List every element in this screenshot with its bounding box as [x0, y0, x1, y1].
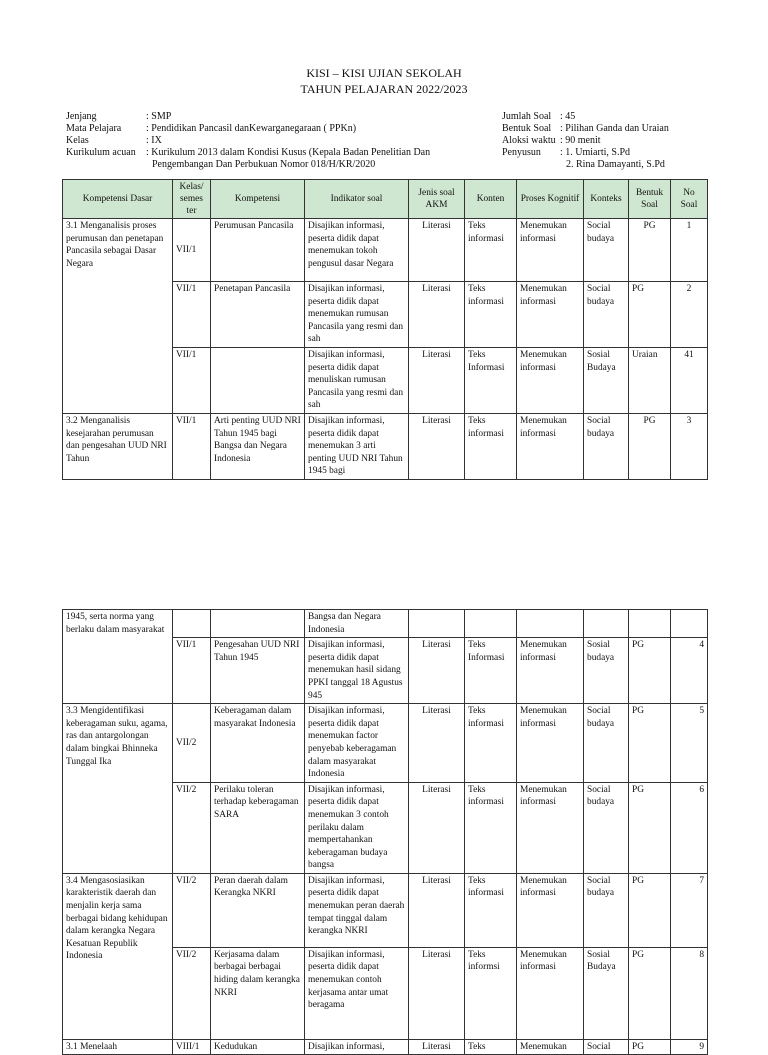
- cell-bentuk: PG: [629, 219, 671, 282]
- cell-kelas: [173, 610, 211, 638]
- cell-jenis-soal: [409, 610, 465, 638]
- cell-bentuk: PG: [629, 1039, 671, 1055]
- cell-indikator: Disajikan informasi, peserta didik dapat menemukan peran daerah tempat tinggal dalam kerangka NKRI: [305, 873, 409, 947]
- header-kompetensi: Kompetensi: [211, 180, 305, 219]
- cell-bentuk: Uraian: [629, 347, 671, 413]
- cell-bentuk: PG: [629, 947, 671, 1039]
- cell-kelas: VIII/1: [173, 1039, 211, 1055]
- meta-left: [66, 111, 430, 171]
- cell-kompetensi: Penetapan Pancasila: [211, 282, 305, 348]
- cell-konten: Teks informasi: [465, 413, 517, 479]
- cell-jenis-soal: Literasi: [409, 219, 465, 282]
- cell-jenis-soal: Literasi: [409, 947, 465, 1039]
- cell-konteks: Sosial budaya: [584, 638, 629, 704]
- cell-konteks: Social budaya: [584, 219, 629, 282]
- meta-mata-pelajaran: Mata Pelajara : Pendidikan Pancasil danKewarganegaraan ( PPKn): [66, 123, 357, 134]
- cell-no-soal: 8: [671, 947, 708, 1039]
- cell-konten: Teks informsi: [465, 947, 517, 1039]
- cell-no-soal: 6: [671, 782, 708, 873]
- cell-indikator: Disajikan informasi, peserta didik dapat menemukan hasil sidang PPKI tanggal 18 Agustus 945: [305, 638, 409, 704]
- cell-no-soal: 41: [671, 347, 708, 413]
- cell-konten: Teks informasi: [465, 782, 517, 873]
- cell-no-soal: [671, 610, 708, 638]
- cell-proses: Menemukan: [517, 1039, 584, 1055]
- cell-konten: [465, 610, 517, 638]
- meta-penyusun-2: 2. Rina Damayanti, S.Pd: [566, 159, 665, 170]
- meta-jenjang: Jenjang : SMP: [66, 111, 172, 122]
- cell-konteks: Social budaya: [584, 782, 629, 873]
- cell-no-soal: 7: [671, 873, 708, 947]
- cell-no-soal: 9: [671, 1039, 708, 1055]
- table-row: [63, 873, 708, 947]
- cell-kelas: VII/2: [173, 947, 211, 1039]
- cell-kompetensi: Perilaku toleran terhadap keberagaman SARA: [211, 782, 305, 873]
- table-row: [63, 610, 708, 638]
- cell-proses: Menemukan informasi: [517, 947, 584, 1039]
- cell-konteks: Sosial Budaya: [584, 347, 629, 413]
- cell-indikator: Disajikan informasi, peserta didik dapat menemukan 3 arti penting UUD NRI Tahun 1945 bagi: [305, 413, 409, 479]
- cell-proses: Menemukan informasi: [517, 704, 584, 783]
- cell-proses: [517, 610, 584, 638]
- cell-kompetensi: Kedudukan: [211, 1039, 305, 1055]
- meta-kurikulum-cont: Pengembangan Dan Perbukuan Nomor 018/H/KR/2020: [152, 159, 376, 170]
- document-subtitle: TAHUN PELAJARAN 2022/2023: [300, 82, 468, 96]
- cell-kelas: VII/2: [173, 704, 211, 783]
- cell-jenis-soal: Literasi: [409, 782, 465, 873]
- cell-kelas: VII/2: [173, 782, 211, 873]
- cell-konteks: Social budaya: [584, 873, 629, 947]
- kisi-table-page-2: [62, 609, 708, 1055]
- cell-bentuk: [629, 610, 671, 638]
- cell-indikator: Disajikan informasi, peserta didik dapat menemukan rumusan Pancasila yang resmi dan sah: [305, 282, 409, 348]
- cell-kompetensi-dasar: 3.2 Menganalisis kesejarahan perumusan dan pengesahan UUD NRI Tahun: [63, 413, 173, 479]
- cell-proses: Menemukan informasi: [517, 638, 584, 704]
- cell-konteks: Social budaya: [584, 413, 629, 479]
- cell-indikator: Disajikan informasi, peserta didik dapat menuliskan rumusan Pancasila yang resmi dan sah: [305, 347, 409, 413]
- meta-alokasi-waktu: Aloksi waktu : 90 menit: [502, 135, 601, 146]
- cell-konten: Teks Informasi: [465, 638, 517, 704]
- cell-proses: Menemukan informasi: [517, 873, 584, 947]
- cell-indikator: Disajikan informasi,: [305, 1039, 409, 1055]
- cell-proses: Menemukan informasi: [517, 347, 584, 413]
- cell-konten: Teks informasi: [465, 282, 517, 348]
- cell-konten: Teks informasi: [465, 873, 517, 947]
- kisi-table-page-1: [62, 179, 708, 480]
- meta-bentuk-soal: Bentuk Soal : Pilihan Ganda dan Uraian: [502, 123, 669, 134]
- cell-indikator: Disajikan informasi, peserta didik dapat menemukan factor penyebab keberagaman dalam masyarakat Indonesia: [305, 704, 409, 783]
- cell-konteks: Sosial Budaya: [584, 947, 629, 1039]
- cell-konteks: Social budaya: [584, 704, 629, 783]
- cell-konten: Teks informasi: [465, 704, 517, 783]
- meta-jumlah-soal: Jumlah Soal : 45: [502, 111, 576, 122]
- cell-kelas: VII/1: [173, 282, 211, 348]
- cell-kompetensi-dasar: 3.3 Mengidentifikasi keberagaman suku, agama, ras dan antargolongan dalam bingkai Bhinneka Tunggal Ika: [63, 704, 173, 874]
- cell-konteks: Social: [584, 1039, 629, 1055]
- cell-jenis-soal: Literasi: [409, 413, 465, 479]
- table-row: [63, 704, 708, 783]
- cell-no-soal: 4: [671, 638, 708, 704]
- cell-jenis-soal: Literasi: [409, 282, 465, 348]
- cell-jenis-soal: Literasi: [409, 638, 465, 704]
- cell-jenis-soal: Literasi: [409, 347, 465, 413]
- cell-konten: Teks: [465, 1039, 517, 1055]
- cell-indikator: Bangsa dan Negara Indonesia: [305, 610, 409, 638]
- cell-proses: Menemukan informasi: [517, 282, 584, 348]
- cell-kompetensi: Keberagaman dalam masyarakat Indonesia: [211, 704, 305, 783]
- cell-no-soal: 3: [671, 413, 708, 479]
- meta-kurikulum: Kurikulum acuan : Kurikulum 2013 dalam Kondisi Kusus (Kepala Badan Penelitian Dan: [66, 147, 431, 158]
- header-kelas-semester: Kelas/ semes ter: [173, 180, 211, 219]
- cell-kompetensi: Peran daerah dalam Kerangka NKRI: [211, 873, 305, 947]
- cell-indikator: Disajikan informasi, peserta didik dapat menemukan 3 contoh perilaku dalam mempertahankan keberagaman budaya bangsa: [305, 782, 409, 873]
- cell-kompetensi-dasar: 3.1 Menelaah: [63, 1039, 173, 1055]
- table-header-row: [63, 180, 708, 219]
- table-row: [63, 1039, 708, 1055]
- table-row: [63, 413, 708, 479]
- cell-kompetensi: Perumusan Pancasila: [211, 219, 305, 282]
- cell-konten: Teks informasi: [465, 219, 517, 282]
- cell-kompetensi-dasar: 1945, serta norma yang berlaku dalam masyarakat: [63, 610, 173, 704]
- cell-proses: Menemukan informasi: [517, 219, 584, 282]
- cell-kelas: VII/1: [173, 413, 211, 479]
- cell-proses: Menemukan informasi: [517, 413, 584, 479]
- meta-penyusun: Penyusun : 1. Umiarti, S.Pd: [502, 147, 631, 158]
- header-jenis-soal-akm: Jenis soal AKM: [409, 180, 465, 219]
- meta-kelas: Kelas : IX: [66, 135, 162, 146]
- meta-right: [502, 111, 669, 171]
- cell-bentuk: PG: [629, 782, 671, 873]
- cell-kelas: VII/1: [173, 219, 211, 282]
- cell-bentuk: PG: [629, 282, 671, 348]
- cell-kompetensi: [211, 610, 305, 638]
- cell-bentuk: PG: [629, 873, 671, 947]
- header-bentuk-soal: Bentuk Soal: [629, 180, 671, 219]
- cell-indikator: Disajikan informasi, peserta didik dapat menemukan tokoh pengusul dasar Negara: [305, 219, 409, 282]
- cell-jenis-soal: Literasi: [409, 873, 465, 947]
- header-indikator-soal: Indikator soal: [305, 180, 409, 219]
- cell-no-soal: 5: [671, 704, 708, 783]
- cell-jenis-soal: Literasi: [409, 1039, 465, 1055]
- cell-kelas: VII/2: [173, 873, 211, 947]
- cell-kompetensi: Pengesahan UUD NRI Tahun 1945: [211, 638, 305, 704]
- cell-kompetensi: [211, 347, 305, 413]
- cell-konteks: Social budaya: [584, 282, 629, 348]
- header-no-soal: No Soal: [671, 180, 708, 219]
- cell-bentuk: PG: [629, 704, 671, 783]
- table-row: [63, 219, 708, 282]
- header-kompetensi-dasar: Kompetensi Dasar: [63, 180, 173, 219]
- cell-no-soal: 2: [671, 282, 708, 348]
- cell-indikator: Disajikan informasi, peserta didik dapat menemukan contoh kerjasama antar umat beragama: [305, 947, 409, 1039]
- header-proses-kognitif: Proses Kognitif: [517, 180, 584, 219]
- cell-bentuk: PG: [629, 413, 671, 479]
- header-konten: Konten: [465, 180, 517, 219]
- cell-bentuk: PG: [629, 638, 671, 704]
- cell-kelas: VII/1: [173, 638, 211, 704]
- cell-proses: Menemukan informasi: [517, 782, 584, 873]
- cell-konteks: [584, 610, 629, 638]
- cell-jenis-soal: Literasi: [409, 704, 465, 783]
- cell-kelas: VII/1: [173, 347, 211, 413]
- cell-kompetensi: Kerjasama dalam berbagai berbagai hiding dalam kerangka NKRI: [211, 947, 305, 1039]
- cell-kompetensi: Arti penting UUD NRI Tahun 1945 bagi Bangsa dan Negara Indonesia: [211, 413, 305, 479]
- cell-kompetensi-dasar: 3.1 Menganalisis proses perumusan dan penetapan Pancasila sebagai Dasar Negara: [63, 219, 173, 414]
- cell-kompetensi-dasar: 3.4 Mengasosiasikan karakteristik daerah dan menjalin kerja sama berbagai bidang kehidupan dalam kerangka Negara Kesatuan Republik Indonesia: [63, 873, 173, 1039]
- cell-konten: Teks Informasi: [465, 347, 517, 413]
- document-title: KISI – KISI UJIAN SEKOLAH: [306, 66, 462, 80]
- header-konteks: Konteks: [584, 180, 629, 219]
- cell-no-soal: 1: [671, 219, 708, 282]
